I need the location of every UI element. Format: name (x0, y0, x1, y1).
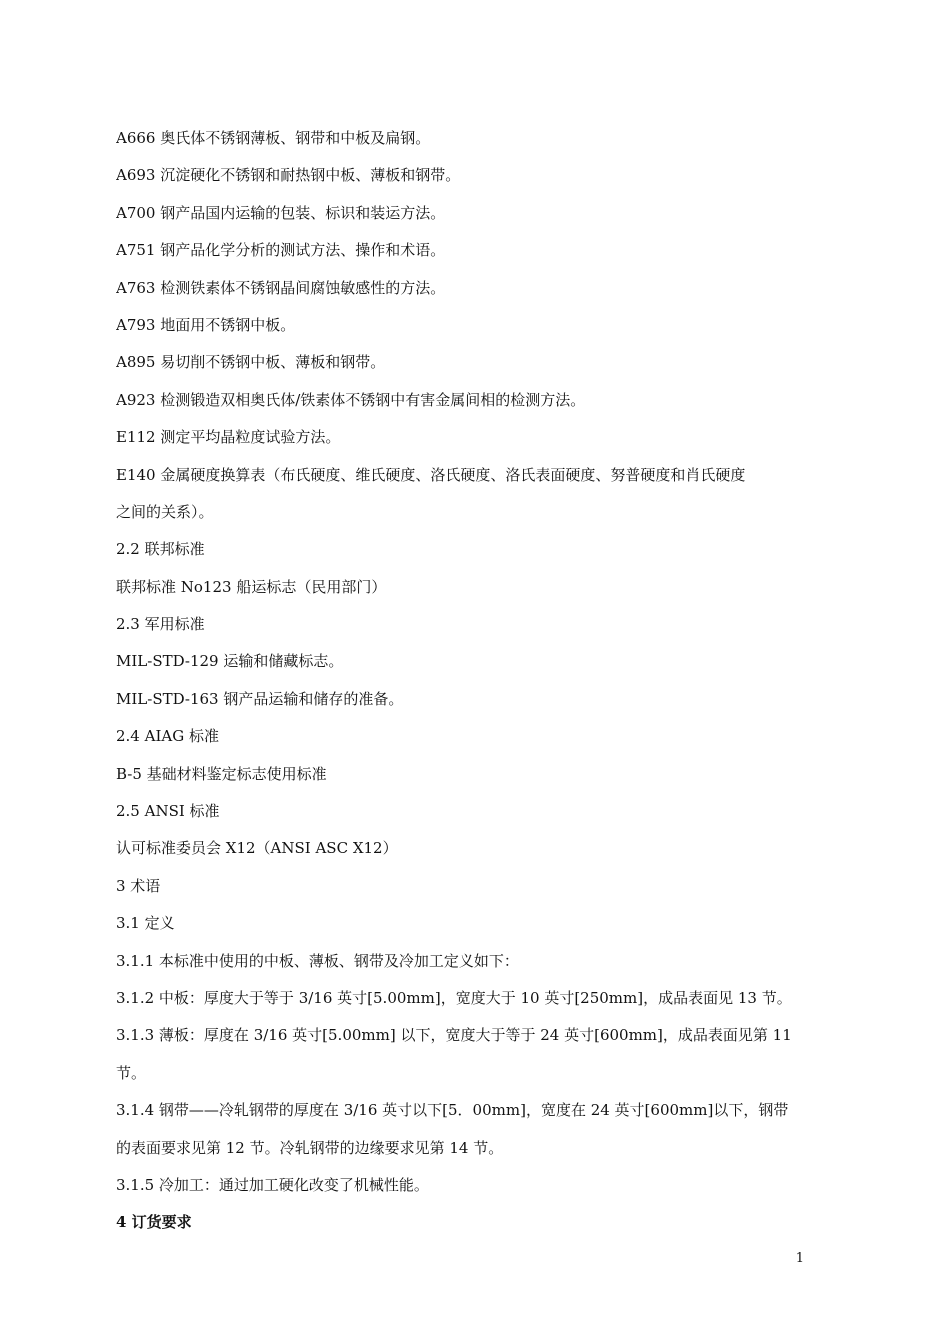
text-line: A693 沉淀硬化不锈钢和耐热钢中板、薄板和钢带。 (116, 166, 461, 185)
text-line: 的表面要求见第 12 节。冷轧钢带的边缘要求见第 14 节。 (116, 1138, 504, 1157)
section-heading: 3 术语 (116, 876, 161, 895)
section-heading: 2.3 军用标准 (116, 615, 205, 634)
document-body (116, 120, 816, 1242)
text-line: MIL-STD-163 钢产品运输和储存的准备。 (116, 689, 404, 708)
text-line: 3.1.1 本标准中使用的中板、薄板、钢带及冷加工定义如下： (116, 951, 519, 970)
text-line: E112 测定平均晶粒度试验方法。 (116, 428, 341, 447)
section-heading: 2.4 AIAG 标准 (116, 727, 219, 746)
text-line: 3.1.4 钢带——冷轧钢带的厚度在 3/16 英寸以下[5．00mm]，宽度在 24 英寸[600mm]以下，钢带 (116, 1101, 789, 1120)
text-line: A923 检测锻造双相奥氏体/铁素体不锈钢中有害金属间相的检测方法。 (116, 390, 586, 409)
text-line: 联邦标准 No123 船运标志（民用部门） (116, 577, 387, 596)
section-heading: 3.1 定义 (116, 914, 175, 933)
text-line: 3.1.5 冷加工：通过加工硬化改变了机械性能。 (116, 1175, 429, 1194)
text-line: A700 钢产品国内运输的包装、标识和装运方法。 (116, 203, 446, 222)
section-heading-bold: 4 订货要求 (116, 1213, 192, 1232)
page-number: 1 (795, 1251, 804, 1266)
text-line: A895 易切削不锈钢中板、薄板和钢带。 (116, 353, 386, 372)
text-line: E140 金属硬度换算表（布氏硬度、维氏硬度、洛氏硬度、洛氏表面硬度、努普硬度和肖氏硬度 (116, 465, 746, 484)
text-line: 认可标准委员会 X12（ANSI ASC X12） (116, 839, 398, 858)
section-heading: 2.5 ANSI 标准 (116, 802, 220, 821)
text-line: A793 地面用不锈钢中板。 (116, 315, 296, 334)
text-line: MIL-STD-129 运输和储藏标志。 (116, 652, 344, 671)
text-line: 3.1.3 薄板：厚度在 3/16 英寸[5.00mm] 以下，宽度大于等于 24 英寸[600mm]，成品表面见第 11 (116, 1026, 792, 1045)
text-line: 节。 (116, 1063, 147, 1082)
text-line: A763 检测铁素体不锈钢晶间腐蚀敏感性的方法。 (116, 278, 446, 297)
text-line: 3.1.2 中板：厚度大于等于 3/16 英寸[5.00mm]，宽度大于 10 英寸[250mm]，成品表面见 13 节。 (116, 988, 792, 1007)
text-line: 之间的关系）。 (116, 502, 214, 521)
section-heading: 2.2 联邦标准 (116, 540, 205, 559)
text-line: A751 钢产品化学分析的测试方法、操作和术语。 (116, 241, 446, 260)
text-line: A666 奥氏体不锈钢薄板、钢带和中板及扁钢。 (116, 129, 431, 147)
text-line: B-5 基础材料鉴定标志使用标准 (116, 764, 327, 783)
